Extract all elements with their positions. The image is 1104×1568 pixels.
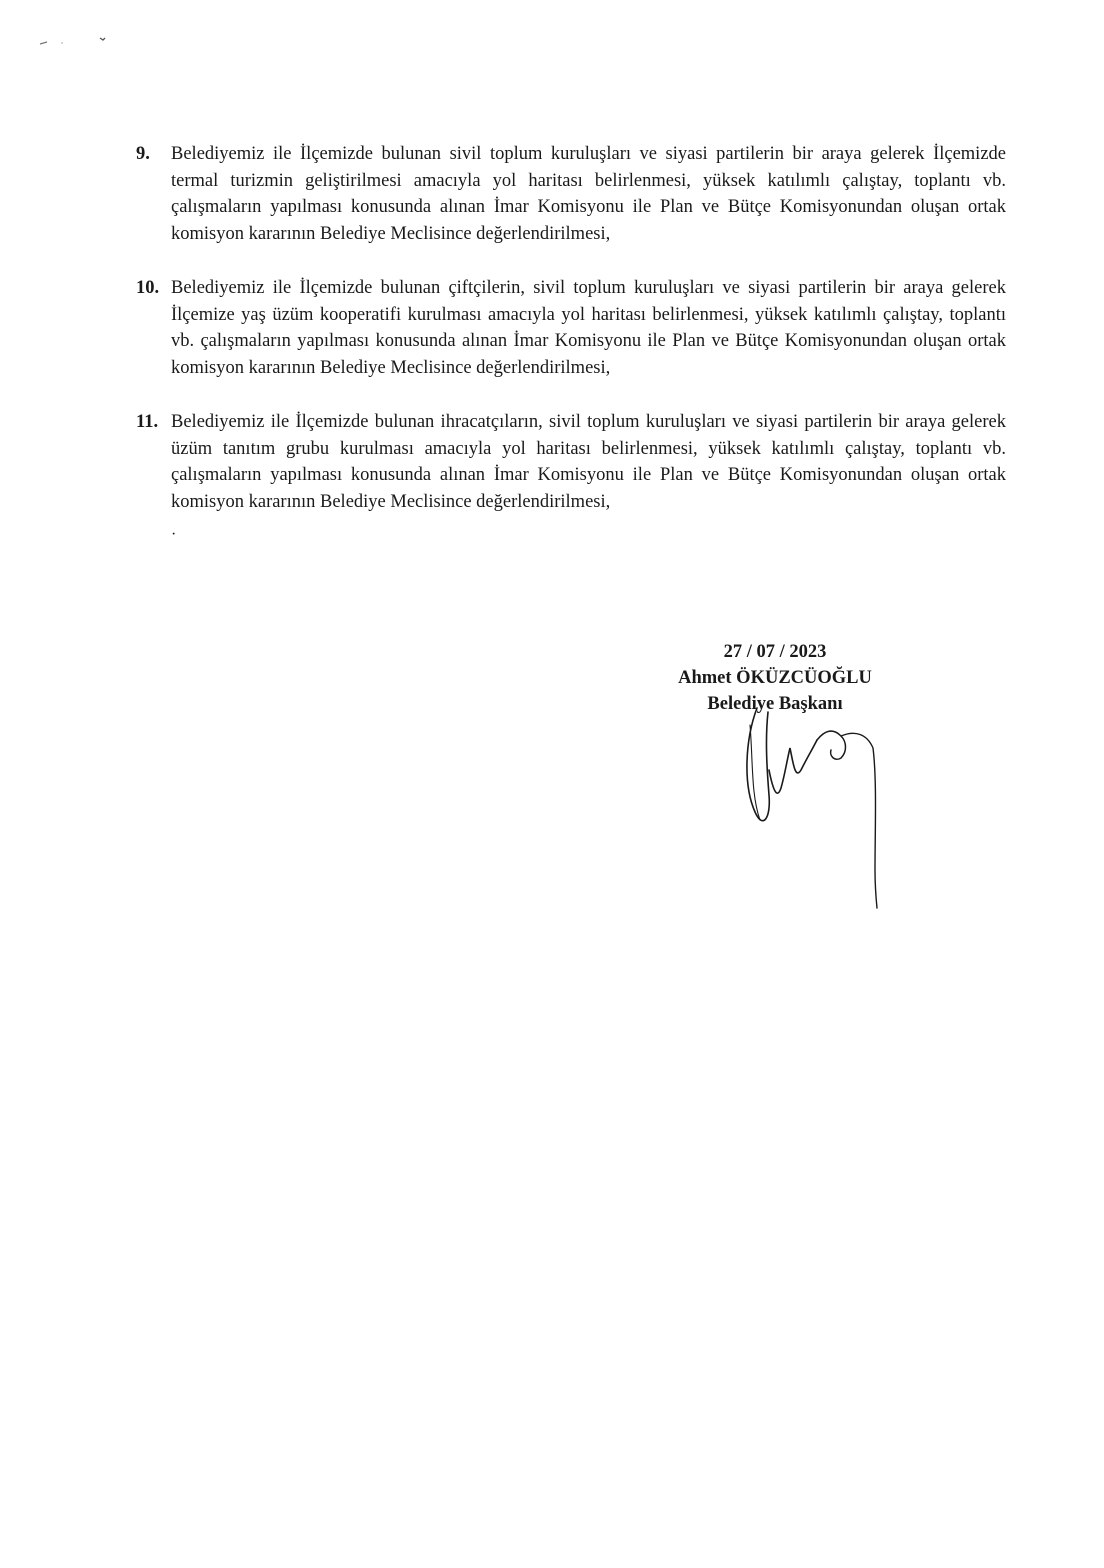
handwritten-signature <box>735 700 885 915</box>
agenda-item-9 <box>136 141 1006 247</box>
item-text: Belediyemiz ile İlçemizde bulunan sivil toplum kuruluşları ve siyasi partilerin bir araya gelerek İlçemizde termal turizmin geliştirilmesi amacıyla yol haritası belirlenmesi, yüksek katılımlı çalıştay, toplantı vb. çalışmaların yapılması konusunda alınan İmar Komisyonu ile Plan ve Bütçe Komisyonundan oluşan ortak komisyon kararının Belediye Meclisince değerlendirilmesi, <box>171 144 1006 244</box>
agenda-item-11 <box>136 409 1006 515</box>
agenda-items-list <box>136 141 1006 543</box>
item-number: 11. <box>136 412 159 432</box>
item-text: Belediyemiz ile İlçemizde bulunan ihracatçıların, sivil toplum kuruluşları ve siyasi partilerin bir araya gelerek üzüm tanıtım grubu kurulması amacıyla yol haritası belirlenmesi, yüksek katılımlı çalıştay, toplantı vb. çalışmaların yapılması konusunda alınan İmar Komisyonu ile Plan ve Bütçe Komisyonundan oluşan ortak komisyon kararının Belediye Meclisince değerlendirilmesi, <box>171 412 1006 512</box>
item-number: 9. <box>136 144 150 164</box>
item-number: 10. <box>136 278 160 298</box>
stray-dot-mark: · <box>171 526 177 543</box>
signature-date: 27 / 07 / 2023 <box>723 642 827 662</box>
scan-artifact-mark <box>38 34 108 48</box>
signature-name: Ahmet ÖKÜZCÜOĞLU <box>678 668 872 688</box>
signature-title: Belediye Başkanı <box>707 694 843 714</box>
item-text: Belediyemiz ile İlçemizde bulunan çiftçilerin, sivil toplum kuruluşları ve siyasi partilerin bir araya gelerek İlçemize yaş üzüm kooperatifi kurulması amacıyla yol haritası belirlenmesi, yüksek katılımlı çalıştay, toplantı vb. çalışmaların yapılması konusunda alınan İmar Komisyonu ile Plan ve Bütçe Komisyonundan oluşan ortak komisyon kararının Belediye Meclisince değerlendirilmesi, <box>171 278 1006 378</box>
agenda-item-10 <box>136 275 1006 381</box>
